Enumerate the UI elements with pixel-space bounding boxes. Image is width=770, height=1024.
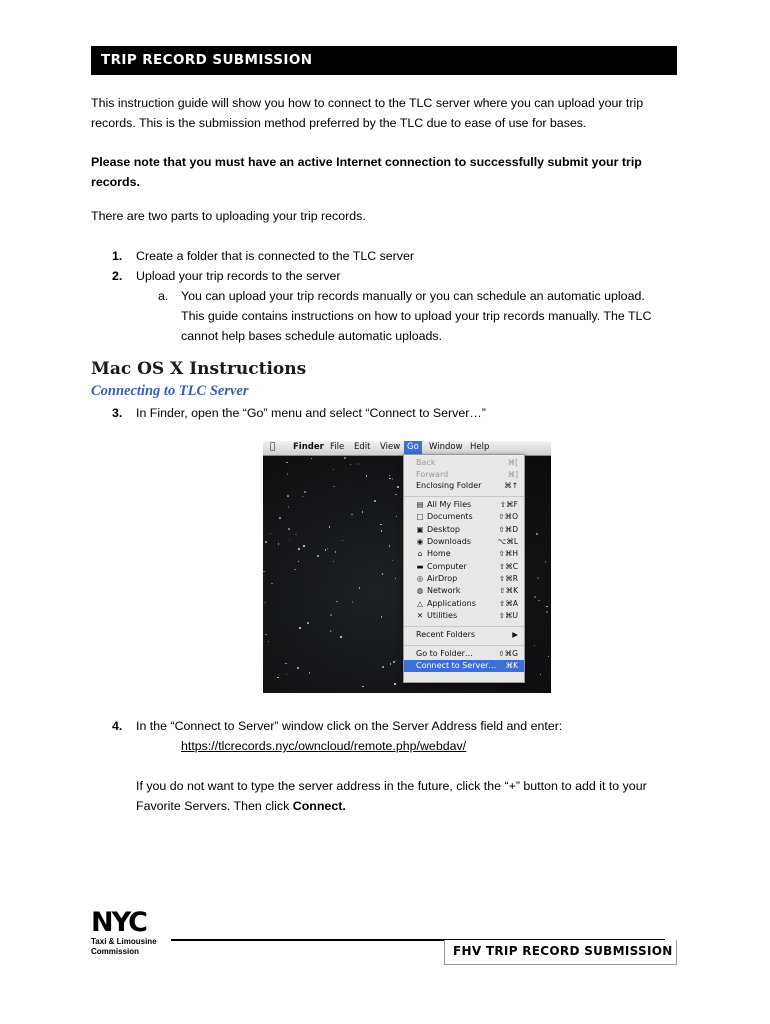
menu-item-home[interactable]: ⌂ Home ⇧⌘H: [404, 548, 524, 560]
menu-item-forward[interactable]: Forward ⌘]: [416, 470, 518, 479]
menu-help[interactable]: Help: [470, 442, 490, 452]
star-dot: [394, 683, 396, 685]
star-dot: [381, 530, 383, 532]
list-item: 2. Upload your trip records to the server: [112, 269, 341, 283]
footer-label: FHV TRIP RECORD SUBMISSION: [453, 944, 673, 958]
star-dot: [279, 517, 281, 519]
star-dot: [392, 560, 394, 562]
mac-heading: Mac OS X Instructions: [91, 359, 307, 379]
star-dot: [297, 667, 299, 669]
nyc-logo-text: NYC: [91, 907, 147, 938]
star-dot: [285, 663, 287, 665]
star-dot: [329, 526, 331, 528]
star-dot: [362, 686, 364, 688]
home-icon: ⌂: [417, 549, 423, 558]
menu-item-utilities[interactable]: ✕ Utilities ⇧⌘U: [416, 611, 518, 620]
parts-intro: There are two parts to uploading your trip records.: [91, 209, 366, 223]
menu-file[interactable]: File: [330, 442, 345, 452]
star-dot: [287, 473, 289, 475]
chevron-right-icon: ▶: [512, 630, 518, 639]
star-dot: [309, 672, 311, 674]
step-4: 4. In the “Connect to Server” window click on the Server Address field and enter:: [112, 719, 563, 733]
star-dot: [311, 458, 313, 460]
menu-finder[interactable]: Finder: [293, 442, 324, 452]
star-dot: [325, 549, 327, 551]
computer-icon: ▬: [416, 562, 424, 571]
menu-item-desktop[interactable]: ▣ Desktop ⇧⌘D: [416, 525, 518, 534]
mac-subheading: Connecting to TLC Server: [91, 383, 249, 399]
star-dot: [333, 561, 335, 563]
menu-view[interactable]: View: [380, 442, 401, 452]
menu-item-back[interactable]: Back ⌘[: [416, 458, 518, 467]
server-url-link[interactable]: https://tlcrecords.nyc/owncloud/remote.php/webdav/: [181, 739, 467, 753]
star-dot: [287, 495, 289, 497]
star-dot: [351, 514, 353, 516]
page-title: TRIP RECORD SUBMISSION: [101, 52, 313, 68]
star-dot: [286, 674, 288, 676]
menu-item-all-my-files[interactable]: ▤ All My Files ⇧⌘F: [416, 500, 518, 509]
menu-item-applications[interactable]: △ Applications ⇧⌘A: [404, 598, 524, 610]
star-dot: [390, 663, 392, 665]
menu-item-downloads[interactable]: ◉ Downloads ⌥⌘L: [416, 537, 518, 546]
star-dot: [263, 571, 265, 573]
star-dot: [546, 611, 548, 613]
star-dot: [380, 524, 382, 526]
menu-item-computer[interactable]: ▬ Computer ⇧⌘C: [416, 562, 518, 571]
star-dot: [536, 533, 538, 535]
star-dot: [264, 602, 266, 604]
menu-edit[interactable]: Edit: [354, 442, 371, 452]
applications-icon: △: [417, 599, 423, 608]
star-dot: [362, 511, 364, 513]
steps-list: [112, 246, 414, 286]
star-dot: [278, 543, 280, 545]
downloads-icon: ◉: [416, 537, 424, 546]
star-dot: [288, 506, 290, 508]
star-dot: [277, 677, 279, 679]
star-dot: [545, 561, 547, 563]
star-dot: [330, 630, 332, 632]
nyc-tlc-logo: [91, 909, 171, 961]
all-files-icon: ▤: [416, 500, 424, 509]
star-dot: [352, 601, 354, 603]
star-dot: [268, 641, 270, 643]
star-dot: [392, 478, 394, 480]
star-dot: [294, 569, 296, 571]
menu-item-airdrop[interactable]: ◎ AirDrop ⇧⌘R: [416, 574, 518, 583]
menu-window[interactable]: Window: [429, 442, 463, 452]
connect-label: Connect.: [292, 799, 346, 813]
star-dot: [295, 534, 297, 536]
star-dot: [298, 561, 300, 563]
star-dot: [397, 486, 399, 488]
star-dot: [286, 462, 288, 464]
list-item: 1. Create a folder that is connected to the TLC server: [112, 249, 415, 263]
apple-icon[interactable]: [270, 442, 275, 452]
airdrop-icon: ◎: [416, 574, 424, 583]
star-dot: [546, 606, 548, 608]
star-dot: [548, 656, 550, 658]
go-dropdown: [403, 454, 525, 683]
go-menu-screenshot: [263, 441, 551, 693]
intro-line-2: records. This is the submission method preferred by the TLC due to ease of use for bases.: [91, 116, 587, 130]
menu-go[interactable]: Go: [404, 441, 422, 455]
documents-icon: □: [416, 512, 424, 521]
star-dot: [342, 540, 344, 542]
star-dot: [389, 478, 391, 480]
star-dot: [389, 475, 391, 477]
star-dot: [381, 616, 383, 618]
star-dot: [382, 573, 384, 575]
star-dot: [395, 578, 397, 580]
star-dot: [333, 469, 335, 471]
intro-line-1: This instruction guide will show you how to connect to the TLC server where you can upload your trip: [91, 96, 644, 110]
menu-item-documents[interactable]: □ Documents ⇧⌘O: [416, 512, 518, 521]
desktop-icon: ▣: [416, 525, 424, 534]
network-icon: ◍: [416, 586, 424, 595]
step-3: 3. In Finder, open the “Go” menu and select “Connect to Server…”: [112, 406, 486, 420]
star-dot: [333, 486, 335, 488]
intro-paragraph: [91, 93, 691, 133]
star-dot: [271, 583, 273, 585]
star-dot: [389, 545, 391, 547]
star-dot: [382, 666, 384, 668]
star-dot: [298, 548, 300, 550]
star-dot: [393, 661, 395, 663]
star-dot: [395, 660, 397, 662]
star-dot: [534, 645, 536, 647]
menu-item-go-to-folder[interactable]: Go to Folder… ⇧⌘G: [416, 649, 518, 658]
star-dot: [540, 674, 542, 676]
footer-label-box: [444, 940, 677, 965]
internet-note: Please note that you must have an active Internet connection to successfully submit your trip records.: [91, 155, 642, 189]
star-dot: [396, 516, 398, 518]
menu-item-recent-folders[interactable]: Recent Folders ▶: [416, 630, 518, 639]
star-dot: [304, 491, 306, 493]
star-dot: [344, 457, 346, 459]
star-dot: [317, 555, 319, 557]
menu-item-network[interactable]: ◍ Network ⇧⌘K: [416, 586, 518, 595]
star-dot: [537, 577, 539, 579]
star-dot: [302, 496, 304, 498]
star-dot: [374, 500, 376, 502]
substep: a. You can upload your trip records manually or you can schedule an automatic upload. This guide contains instructions on how to upload your trip records manually. The TLC cannot help bases schedule automatic uploads.: [158, 289, 652, 343]
menu-item-enclosing-folder[interactable]: Enclosing Folder ⌘↑: [416, 481, 518, 490]
star-dot: [307, 622, 309, 624]
star-dot: [359, 587, 361, 589]
logo-subtitle: Taxi & Limousine Commission: [91, 937, 157, 956]
star-dot: [534, 596, 536, 598]
star-dot: [366, 475, 368, 477]
star-dot: [270, 533, 272, 535]
star-dot: [336, 601, 338, 603]
star-dot: [358, 463, 360, 465]
title-bar: [91, 46, 677, 75]
star-dot: [299, 627, 301, 629]
star-dot: [265, 541, 267, 543]
star-dot: [538, 600, 540, 602]
star-dot: [289, 540, 291, 542]
star-dot: [288, 528, 290, 530]
star-dot: [350, 464, 352, 466]
star-dot: [330, 614, 332, 616]
favorites-tip: If you do not want to type the server address in the future, click the “+” button to add it to your Favorite Servers. Then click Connect.: [136, 779, 647, 813]
utilities-icon: ✕: [416, 611, 424, 620]
star-dot: [340, 636, 342, 638]
star-dot: [265, 634, 267, 636]
star-dot: [327, 548, 329, 550]
star-dot: [335, 551, 337, 553]
menu-item-connect-to-server[interactable]: Connect to Server… ⌘K: [404, 660, 524, 672]
star-dot: [303, 545, 305, 547]
star-dot: [395, 494, 397, 496]
